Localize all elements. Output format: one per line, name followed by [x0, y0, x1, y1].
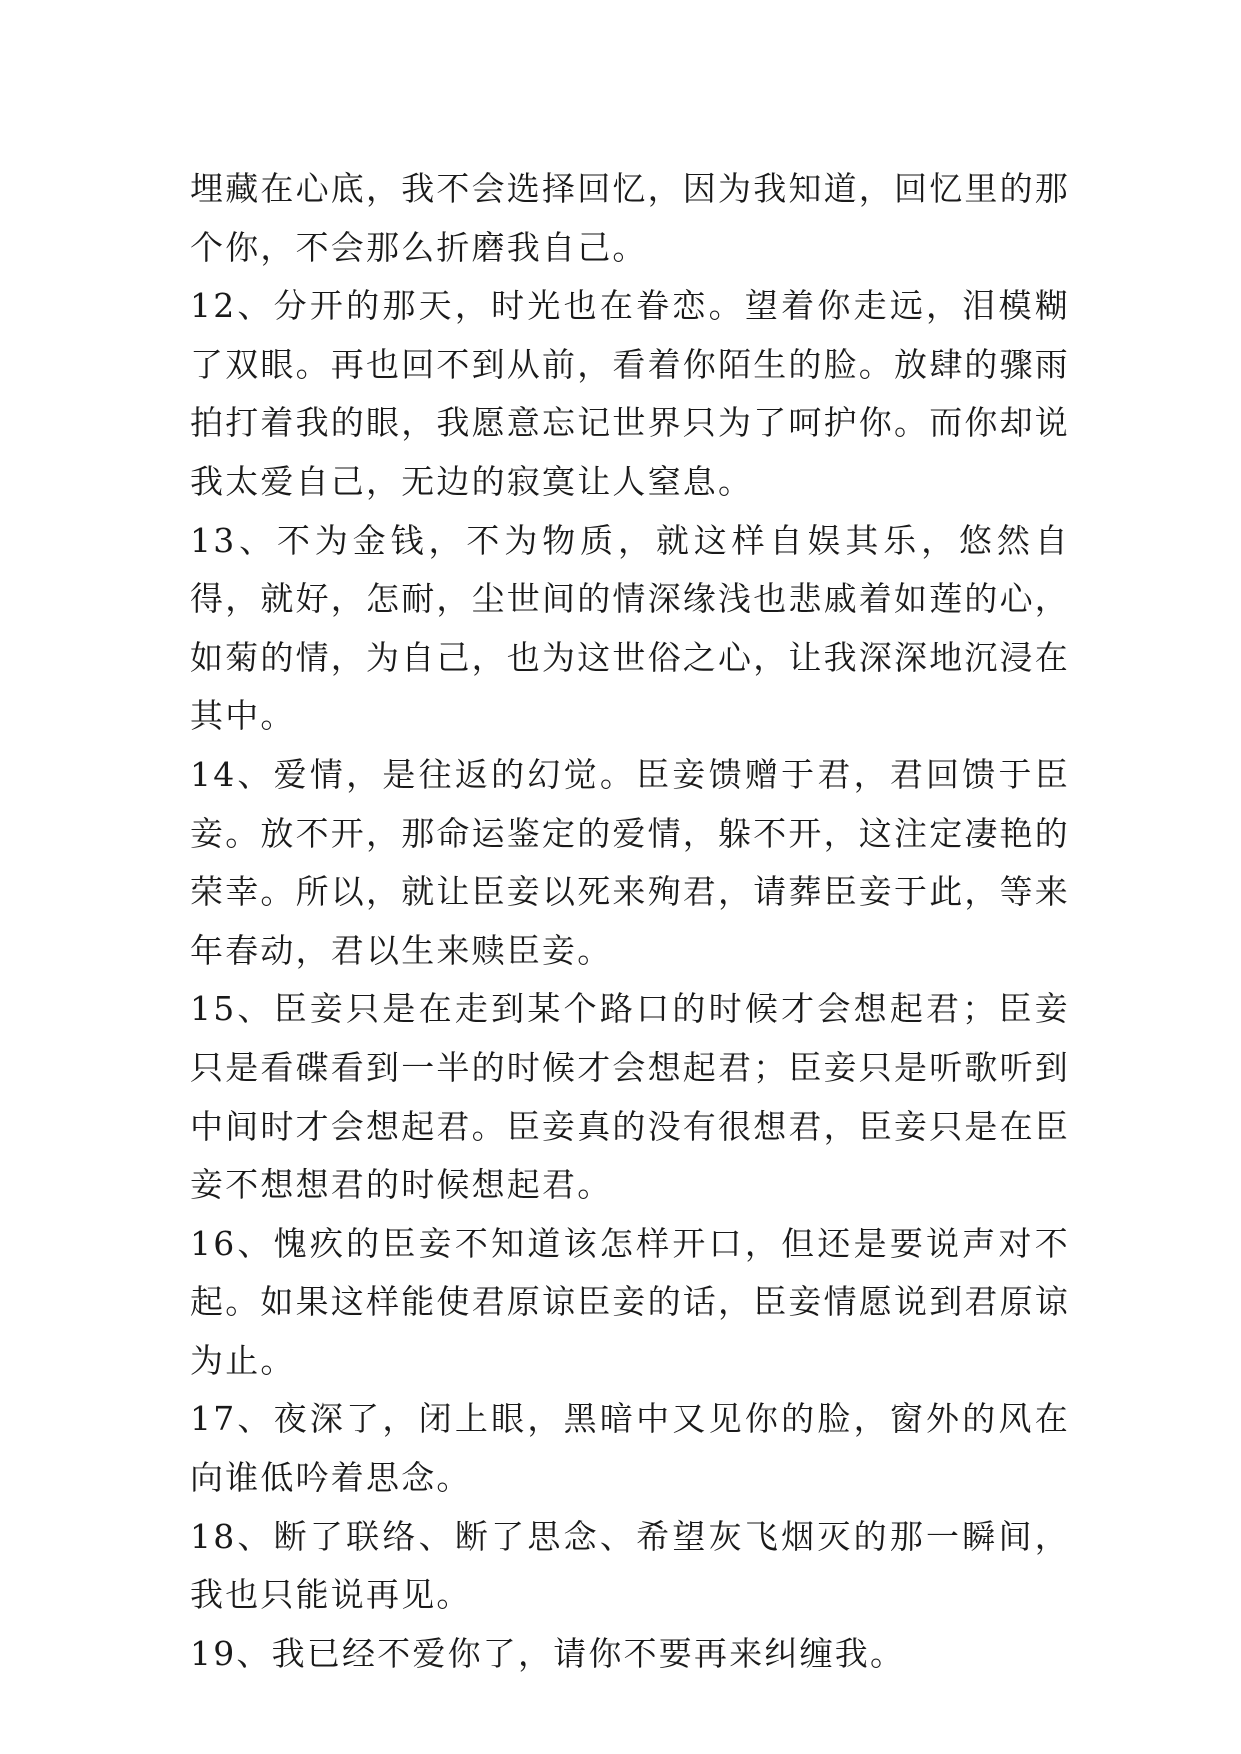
paragraph-19: 19、我已经不爱你了，请你不要再来纠缠我。	[190, 1633, 906, 1673]
paragraph-16: 16、愧疚的臣妾不知道该怎样开口，但还是要说声对不起。如果这样能使君原谅臣妾的话，臣妾情愿说到君原谅为止。	[190, 1223, 1070, 1380]
paragraph-12: 12、分开的那天，时光也在眷恋。望着你走远，泪模糊了双眼。再也回不到从前，看着你陌生的脸。放肆的骤雨拍打着我的眼，我愿意忘记世界只为了呵护你。而你却说我太爱自己，无边的寂寞让人窒息。	[190, 286, 1070, 501]
paragraph-13: 13、不为金钱，不为物质，就这样自娱其乐，悠然自得，就好，怎耐，尘世间的情深缘浅也悲戚着如莲的心，如菊的情，为自己，也为这世俗之心，让我深深地沉浸在其中。	[190, 520, 1070, 736]
paragraph-15: 15、臣妾只是在走到某个路口的时候才会想起君；臣妾只是看碟看到一半的时候才会想起君；臣妾只是听歌听到中间时才会想起君。臣妾真的没有很想君，臣妾只是在臣妾不想想君的时候想起君。	[190, 989, 1070, 1205]
document-body	[190, 160, 1070, 1683]
paragraph-17: 17、夜深了，闭上眼，黑暗中又见你的脸，窗外的风在向谁低吟着思念。	[190, 1399, 1070, 1498]
paragraph-continuation: 埋藏在心底，我不会选择回忆，因为我知道，回忆里的那个你，不会那么折磨我自己。	[190, 169, 1070, 267]
paragraph-14: 14、爱情，是往返的幻觉。臣妾馈赠于君，君回馈于臣妾。放不开，那命运鉴定的爱情，躲不开，这注定凄艳的荣幸。所以，就让臣妾以死来殉君，请葬臣妾于此，等来年春动，君以生来赎臣妾。	[190, 754, 1070, 970]
paragraph-18: 18、断了联络、断了思念、希望灰飞烟灭的那一瞬间，我也只能说再见。	[190, 1516, 1070, 1615]
